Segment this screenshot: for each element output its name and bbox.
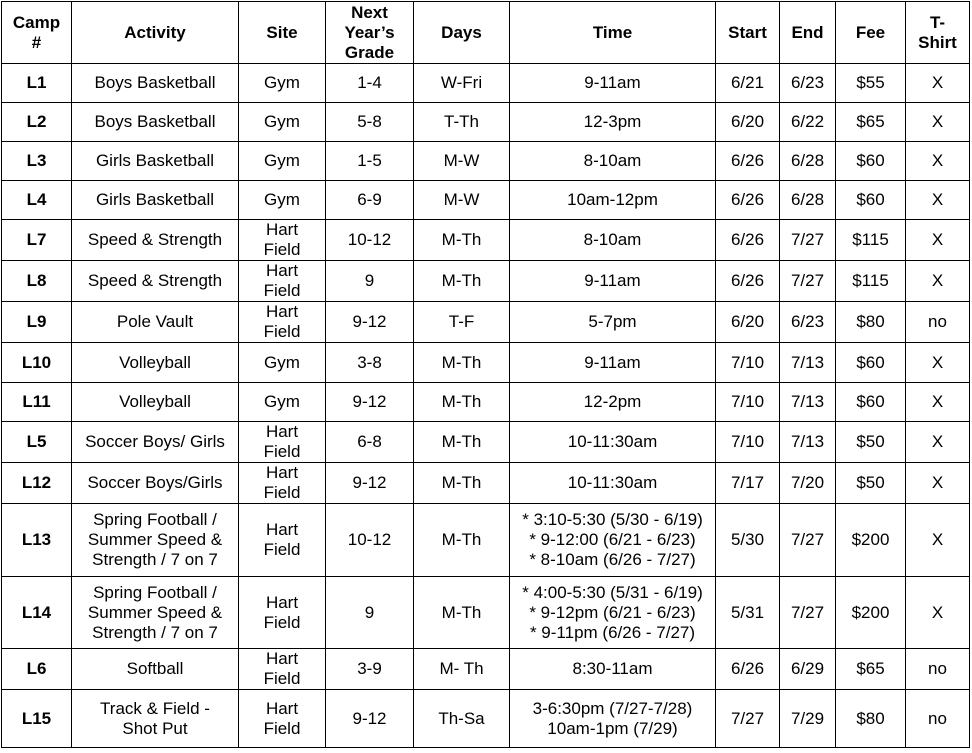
cell-end: 7/27	[780, 220, 836, 261]
cell-fee: $50	[836, 463, 906, 504]
cell-line: Gym	[264, 151, 300, 170]
cell-grade: 9-12	[326, 690, 414, 748]
cell-tshirt: X	[906, 383, 970, 422]
header-line: Next	[351, 2, 388, 22]
cell-start: 7/17	[716, 463, 780, 504]
cell-start: 6/21	[716, 64, 780, 103]
cell-line: 9-11am	[584, 271, 641, 290]
cell-days: M-Th	[414, 504, 510, 577]
cell-days: Th-Sa	[414, 690, 510, 748]
cell-line: Gym	[264, 112, 300, 131]
cell-line: * 9-12:00 (6/21 - 6/23)	[529, 530, 696, 549]
table-row	[2, 463, 970, 504]
cell-line: * 9-11pm (6/26 - 7/27)	[529, 622, 696, 642]
cell-line: Girls Basketball	[95, 151, 215, 170]
cell-fee: $60	[836, 142, 906, 181]
table-row	[2, 103, 970, 142]
cell-line: Hart	[265, 649, 299, 668]
cell-tshirt: no	[906, 690, 970, 748]
cell-line: Spring Football /	[93, 582, 217, 602]
cell-line: Hart	[265, 261, 299, 280]
cell-line: Softball	[126, 659, 184, 678]
cell-end: 7/13	[780, 343, 836, 383]
cell-line: Speed & Strength	[87, 230, 223, 249]
table-row	[2, 577, 970, 649]
cell-line: 3-6:30pm (7/27-7/28)	[532, 698, 693, 718]
cell-camp: L5	[2, 422, 72, 463]
table-row	[2, 142, 970, 181]
cell-activity	[72, 504, 239, 577]
cell-site	[239, 181, 326, 220]
cell-start: 5/31	[716, 577, 780, 649]
cell-activity	[72, 343, 239, 383]
cell-tshirt: X	[906, 181, 970, 220]
cell-line: * 3:10-5:30 (5/30 - 6/19)	[522, 510, 703, 529]
cell-camp: L2	[2, 103, 72, 142]
cell-end: 6/29	[780, 649, 836, 690]
cell-site	[239, 422, 326, 463]
cell-site	[239, 142, 326, 181]
cell-grade: 3-8	[326, 343, 414, 383]
cell-end: 7/27	[780, 261, 836, 302]
cell-line: Hart	[265, 220, 299, 239]
cell-site	[239, 463, 326, 504]
cell-line: * 8-10am (6/26 - 7/27)	[529, 550, 696, 569]
cell-line: Soccer Boys/ Girls	[85, 432, 225, 451]
header-line: #	[31, 32, 42, 52]
cell-camp: L12	[2, 463, 72, 504]
cell-site	[239, 577, 326, 649]
cell-days: M-Th	[414, 220, 510, 261]
cell-end: 7/13	[780, 383, 836, 422]
cell-days: M-Th	[414, 422, 510, 463]
cell-site	[239, 220, 326, 261]
cell-grade: 9	[326, 261, 414, 302]
cell-activity	[72, 302, 239, 343]
cell-tshirt: X	[906, 142, 970, 181]
cell-line: 9-11am	[584, 352, 641, 372]
cell-time	[510, 142, 716, 181]
cell-start: 6/20	[716, 302, 780, 343]
cell-fee: $65	[836, 103, 906, 142]
cell-time	[510, 690, 716, 748]
header-line: Shirt	[918, 32, 957, 52]
cell-camp: L15	[2, 690, 72, 748]
cell-time	[510, 463, 716, 504]
cell-site	[239, 383, 326, 422]
cell-line: 8:30-11am	[572, 659, 653, 678]
cell-start: 6/26	[716, 261, 780, 302]
cell-line: Gym	[264, 392, 300, 411]
header-time: Time	[510, 2, 716, 64]
cell-line: Speed & Strength	[87, 271, 223, 290]
cell-time	[510, 649, 716, 690]
cell-line: Field	[263, 483, 301, 502]
cell-line: Soccer Boys/Girls	[87, 473, 223, 492]
cell-grade: 10-12	[326, 220, 414, 261]
cell-camp: L4	[2, 181, 72, 220]
cell-activity	[72, 383, 239, 422]
cell-fee: $65	[836, 649, 906, 690]
cell-end: 6/23	[780, 64, 836, 103]
cell-activity	[72, 261, 239, 302]
cell-activity	[72, 64, 239, 103]
cell-days: M-Th	[414, 383, 510, 422]
cell-days: M- Th	[414, 649, 510, 690]
cell-site	[239, 504, 326, 577]
cell-start: 6/26	[716, 220, 780, 261]
cell-line: Volleyball	[119, 352, 191, 372]
cell-camp: L13	[2, 504, 72, 577]
cell-fee: $60	[836, 343, 906, 383]
header-end: End	[780, 2, 836, 64]
cell-camp: L8	[2, 261, 72, 302]
cell-line: 9-11am	[584, 73, 641, 92]
table-row	[2, 302, 970, 343]
cell-activity	[72, 577, 239, 649]
cell-line: Hart	[265, 422, 299, 441]
table-row	[2, 690, 970, 748]
cell-time	[510, 302, 716, 343]
cell-start: 6/20	[716, 103, 780, 142]
table-body	[2, 64, 970, 748]
camp-schedule-table	[1, 1, 970, 748]
cell-end: 6/22	[780, 103, 836, 142]
cell-activity	[72, 103, 239, 142]
cell-start: 6/26	[716, 142, 780, 181]
cell-end: 7/29	[780, 690, 836, 748]
cell-tshirt: X	[906, 577, 970, 649]
cell-grade: 6-9	[326, 181, 414, 220]
cell-activity	[72, 220, 239, 261]
cell-line: Field	[263, 718, 301, 738]
cell-time	[510, 181, 716, 220]
cell-activity	[72, 142, 239, 181]
cell-line: Gym	[264, 73, 300, 92]
cell-tshirt: X	[906, 463, 970, 504]
cell-end: 7/27	[780, 504, 836, 577]
cell-line: Volleyball	[119, 392, 191, 411]
cell-days: W-Fri	[414, 64, 510, 103]
cell-site	[239, 302, 326, 343]
cell-tshirt: no	[906, 302, 970, 343]
cell-line: 10-11:30am	[567, 432, 658, 451]
cell-grade: 10-12	[326, 504, 414, 577]
cell-line: Field	[263, 669, 301, 688]
cell-fee: $80	[836, 690, 906, 748]
cell-end: 7/27	[780, 577, 836, 649]
cell-grade: 5-8	[326, 103, 414, 142]
cell-start: 7/10	[716, 343, 780, 383]
cell-tshirt: X	[906, 343, 970, 383]
cell-line: 8-10am	[583, 151, 642, 170]
cell-activity	[72, 690, 239, 748]
cell-line: Summer Speed &	[87, 602, 223, 622]
cell-line: Pole Vault	[116, 312, 194, 331]
cell-line: Hart	[265, 302, 299, 321]
cell-end: 7/13	[780, 422, 836, 463]
cell-start: 6/26	[716, 181, 780, 220]
cell-line: Hart	[265, 592, 299, 612]
cell-grade: 9-12	[326, 302, 414, 343]
table-row	[2, 220, 970, 261]
cell-end: 6/28	[780, 142, 836, 181]
cell-tshirt: X	[906, 103, 970, 142]
cell-fee: $200	[836, 504, 906, 577]
cell-activity	[72, 181, 239, 220]
cell-line: Spring Football /	[93, 510, 217, 529]
cell-line: * 9-12pm (6/21 - 6/23)	[529, 602, 696, 622]
cell-tshirt: X	[906, 422, 970, 463]
header-grade	[326, 2, 414, 64]
cell-fee: $60	[836, 383, 906, 422]
cell-site	[239, 690, 326, 748]
header-activity: Activity	[72, 2, 239, 64]
cell-camp: L11	[2, 383, 72, 422]
cell-line: Field	[263, 612, 301, 632]
table-row	[2, 64, 970, 103]
cell-line: Strength / 7 on 7	[92, 550, 218, 569]
cell-time	[510, 422, 716, 463]
cell-grade: 1-4	[326, 64, 414, 103]
cell-start: 7/10	[716, 383, 780, 422]
cell-line: Gym	[264, 190, 300, 209]
table-row	[2, 383, 970, 422]
header-tshirt	[906, 2, 970, 64]
cell-tshirt: no	[906, 649, 970, 690]
table-row	[2, 261, 970, 302]
cell-camp: L10	[2, 343, 72, 383]
header-line: Year’s	[344, 22, 395, 42]
cell-line: 12-2pm	[583, 392, 642, 411]
cell-line: Track & Field -	[100, 698, 210, 718]
cell-activity	[72, 649, 239, 690]
cell-days: M-Th	[414, 261, 510, 302]
cell-days: T-Th	[414, 103, 510, 142]
cell-time	[510, 383, 716, 422]
cell-tshirt: X	[906, 261, 970, 302]
cell-camp: L14	[2, 577, 72, 649]
table-row	[2, 422, 970, 463]
cell-time	[510, 220, 716, 261]
cell-line: Summer Speed &	[87, 530, 223, 549]
cell-start: 7/10	[716, 422, 780, 463]
cell-grade: 1-5	[326, 142, 414, 181]
cell-line: 5-7pm	[588, 312, 637, 331]
cell-line: Shot Put	[122, 718, 188, 738]
header-row	[2, 2, 970, 64]
cell-grade: 3-9	[326, 649, 414, 690]
header-line: Camp	[12, 12, 61, 32]
cell-line: Gym	[264, 352, 300, 372]
cell-line: Field	[263, 240, 301, 259]
cell-days: M-Th	[414, 343, 510, 383]
cell-days: M-Th	[414, 577, 510, 649]
cell-days: M-W	[414, 142, 510, 181]
cell-line: Girls Basketball	[95, 190, 215, 209]
cell-line: Boys Basketball	[94, 73, 216, 92]
cell-site	[239, 261, 326, 302]
table-row	[2, 504, 970, 577]
cell-time	[510, 103, 716, 142]
cell-fee: $55	[836, 64, 906, 103]
cell-camp: L9	[2, 302, 72, 343]
cell-grade: 6-8	[326, 422, 414, 463]
cell-tshirt: X	[906, 220, 970, 261]
cell-camp: L3	[2, 142, 72, 181]
cell-days: T-F	[414, 302, 510, 343]
cell-site	[239, 64, 326, 103]
cell-line: 10am-1pm (7/29)	[547, 718, 678, 738]
cell-camp: L7	[2, 220, 72, 261]
cell-fee: $60	[836, 181, 906, 220]
table-row	[2, 181, 970, 220]
cell-time	[510, 261, 716, 302]
cell-line: Strength / 7 on 7	[92, 622, 218, 642]
cell-time	[510, 577, 716, 649]
cell-start: 5/30	[716, 504, 780, 577]
cell-time	[510, 64, 716, 103]
cell-site	[239, 649, 326, 690]
cell-line: Hart	[265, 520, 299, 539]
cell-camp: L1	[2, 64, 72, 103]
cell-site	[239, 343, 326, 383]
cell-end: 6/23	[780, 302, 836, 343]
header-fee: Fee	[836, 2, 906, 64]
table-row	[2, 343, 970, 383]
header-site: Site	[239, 2, 326, 64]
cell-days: M-Th	[414, 463, 510, 504]
cell-start: 6/26	[716, 649, 780, 690]
cell-line: 12-3pm	[583, 112, 642, 131]
cell-line: Boys Basketball	[94, 112, 216, 131]
cell-start: 7/27	[716, 690, 780, 748]
cell-camp: L6	[2, 649, 72, 690]
cell-line: 8-10am	[583, 230, 642, 249]
cell-line: Field	[263, 442, 301, 461]
cell-line: 10-11:30am	[567, 473, 658, 492]
cell-activity	[72, 422, 239, 463]
cell-fee: $50	[836, 422, 906, 463]
cell-activity	[72, 463, 239, 504]
cell-time	[510, 504, 716, 577]
cell-days: M-W	[414, 181, 510, 220]
cell-fee: $200	[836, 577, 906, 649]
cell-time	[510, 343, 716, 383]
cell-grade: 9-12	[326, 383, 414, 422]
cell-end: 6/28	[780, 181, 836, 220]
cell-tshirt: X	[906, 64, 970, 103]
cell-line: Hart	[265, 698, 299, 718]
cell-grade: 9	[326, 577, 414, 649]
cell-line: Field	[263, 540, 301, 559]
header-start: Start	[716, 2, 780, 64]
cell-line: 10am-12pm	[567, 190, 658, 209]
header-days: Days	[414, 2, 510, 64]
table-row	[2, 649, 970, 690]
cell-line: Field	[263, 281, 301, 300]
cell-site	[239, 103, 326, 142]
cell-line: Hart	[265, 463, 299, 482]
header-camp	[2, 2, 72, 64]
cell-tshirt: X	[906, 504, 970, 577]
header-line: T-	[929, 12, 946, 32]
cell-fee: $115	[836, 261, 906, 302]
cell-grade: 9-12	[326, 463, 414, 504]
header-line: Grade	[344, 42, 395, 62]
cell-end: 7/20	[780, 463, 836, 504]
cell-line: * 4:00-5:30 (5/31 - 6/19)	[522, 582, 703, 602]
cell-fee: $115	[836, 220, 906, 261]
cell-line: Field	[263, 322, 301, 341]
cell-fee: $80	[836, 302, 906, 343]
